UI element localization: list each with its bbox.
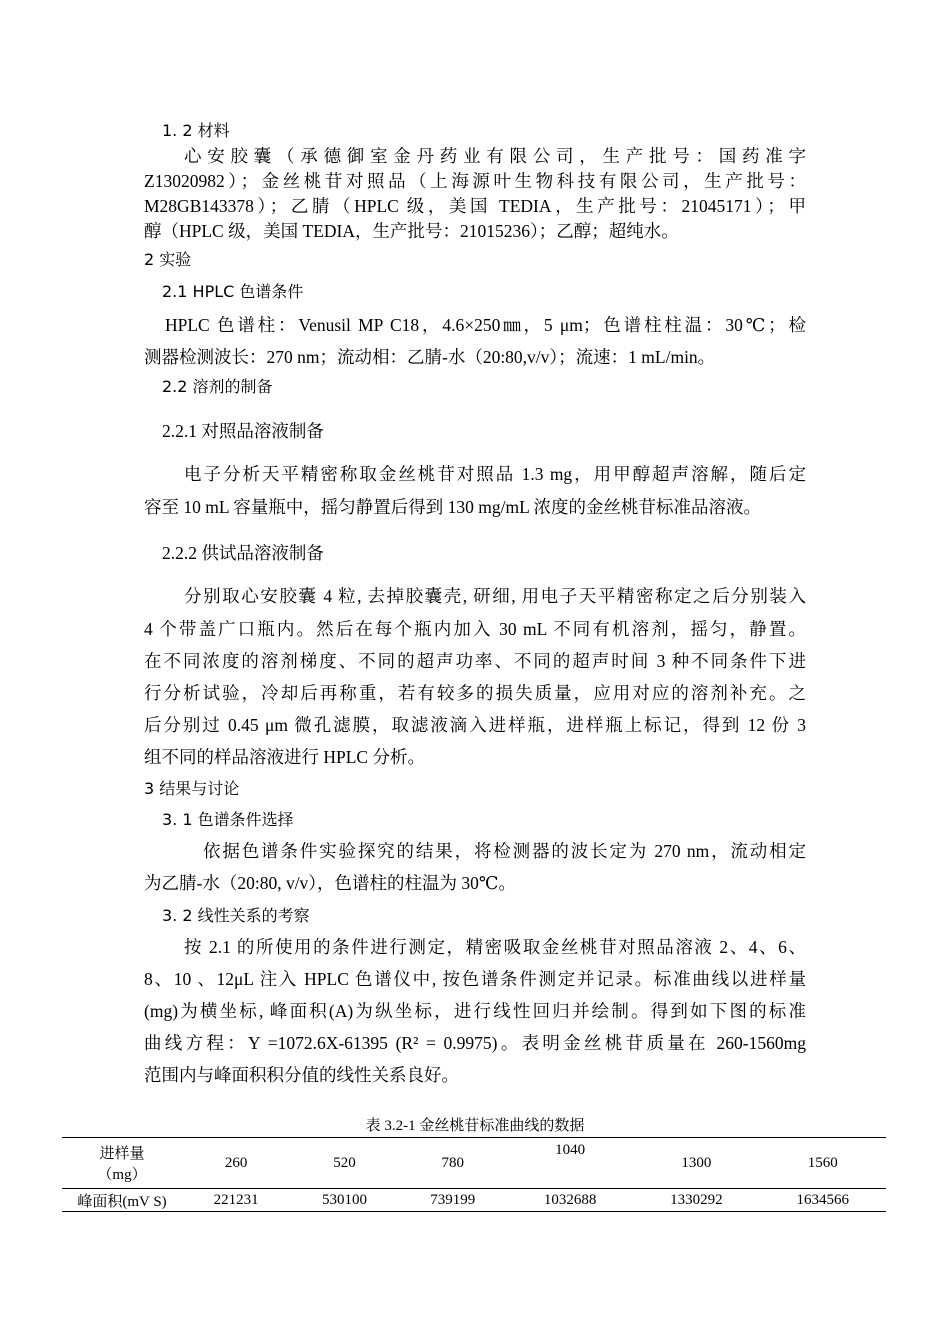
paragraph-line: 组不同的样品溶液进行 HPLC 分析。: [144, 747, 425, 767]
paragraph-line: 8、10 、12μL 注入 HPLC 色谱仪中, 按色谱条件测定并记录。标准曲线以进样量: [144, 969, 806, 989]
paragraph-line: 按 2.1 的所使用的条件进行测定，精密吸取金丝桃苷对照品溶液 2、4、6、: [184, 937, 806, 957]
paragraph-line: 为乙腈-水（20:80, v/v），色谱柱的柱温为 30℃。: [144, 873, 517, 893]
section-heading-2: 2 实验: [144, 250, 192, 269]
paragraph-line: 电子分析天平精密称取金丝桃苷对照品 1.3 mg，用甲醇超声溶解，随后定: [184, 464, 806, 484]
table-cell: 1560: [760, 1138, 886, 1189]
table-caption: 表 3.2-1 金丝桃苷标准曲线的数据: [365, 1118, 585, 1134]
paragraph-line: M28GB143378）；乙腈（HPLC 级，美国 TEDIA，生产批号：21045171）；甲: [144, 196, 806, 216]
table-cell: 520: [290, 1138, 398, 1189]
paragraph-line: (mg)为横坐标, 峰面积(A)为纵坐标，进行线性回归并绘制。得到如下图的标准: [144, 1001, 806, 1021]
row-label-line: （mg）: [97, 1167, 147, 1183]
table-cell: 260: [182, 1138, 290, 1189]
table-cell: 221231: [182, 1189, 290, 1212]
section-heading-1-2: 1. 2 材料: [162, 121, 230, 140]
paragraph-line: 醇（HPLC 级，美国 TEDIA，生产批号：21015236）；乙醇；超纯水。: [144, 221, 679, 241]
table-cell: 1032688: [507, 1189, 633, 1212]
table-cell: 1330292: [633, 1189, 759, 1212]
section-heading-2-2: 2.2 溶剂的制备: [162, 377, 273, 396]
paragraph-line: 依据色谱条件实验探究的结果，将检测器的波长定为 270 nm，流动相定: [203, 841, 806, 861]
paragraph-line: 心安胶囊（承德御室金丹药业有限公司，生产批号：国药准字: [184, 146, 806, 166]
table-row-label: [62, 1138, 182, 1189]
table-cell: 780: [399, 1138, 507, 1189]
paragraph-line: 容至 10 mL 容量瓶中，摇匀静置后得到 130 mg/mL 浓度的金丝桃苷标准品溶液。: [144, 497, 762, 517]
row-label-line: 进样量: [99, 1146, 145, 1162]
table-row-label: 峰面积(mV S): [62, 1189, 182, 1212]
data-table: [62, 1137, 886, 1212]
table-cell: 1040: [507, 1138, 633, 1189]
table-cell: 1300: [633, 1138, 759, 1189]
paragraph-line: 在不同浓度的溶剂梯度、不同的超声功率、不同的超声时间 3 种不同条件下进: [144, 651, 806, 671]
table-cell: 530100: [290, 1189, 398, 1212]
section-heading-3-2: 3. 2 线性关系的考察: [162, 906, 310, 925]
paragraph-line: 后分别过 0.45 μm 微孔滤膜，取滤液滴入进样瓶，进样瓶上标记，得到 12 份 3: [144, 715, 806, 735]
table-cell: 739199: [399, 1189, 507, 1212]
table-row: [62, 1138, 886, 1189]
section-heading-2-1: 2.1 HPLC 色谱条件: [162, 282, 304, 301]
paragraph-line: 测器检测波长：270 nm；流动相：乙腈-水（20:80,v/v）；流速：1 mL/min。: [144, 347, 716, 367]
paragraph-line: 曲线方程：Y =1072.6X-61395 (R² = 0.9975)。表明金丝桃苷质量在 260-1560mg: [144, 1033, 806, 1053]
table-cell: 1634566: [760, 1189, 886, 1212]
paragraph-line: HPLC 色谱柱：Venusil MP C18，4.6×250㎜，5 μm；色谱柱柱温：30℃；检: [165, 315, 806, 335]
paragraph-line: 分别取心安胶囊 4 粒, 去掉胶囊壳, 研细, 用电子天平精密称定之后分别装入: [184, 586, 806, 606]
section-heading-3: 3 结果与讨论: [144, 779, 240, 798]
section-heading-2-2-2: 2.2.2 供试品溶液制备: [162, 543, 324, 563]
paragraph-line: 4 个带盖广口瓶内。然后在每个瓶内加入 30 mL 不同有机溶剂，摇匀，静置。: [144, 619, 806, 639]
section-heading-3-1: 3. 1 色谱条件选择: [162, 810, 294, 829]
paragraph-line: Z13020982）；金丝桃苷对照品（上海源叶生物科技有限公司，生产批号：: [144, 171, 806, 191]
table-row: [62, 1189, 886, 1212]
paragraph-line: 行分析试验，冷却后再称重，若有较多的损失质量，应用对应的溶剂补充。之: [144, 683, 806, 703]
paragraph-line: 范围内与峰面积积分值的线性关系良好。: [144, 1065, 459, 1085]
section-heading-2-2-1: 2.2.1 对照品溶液制备: [162, 421, 324, 441]
